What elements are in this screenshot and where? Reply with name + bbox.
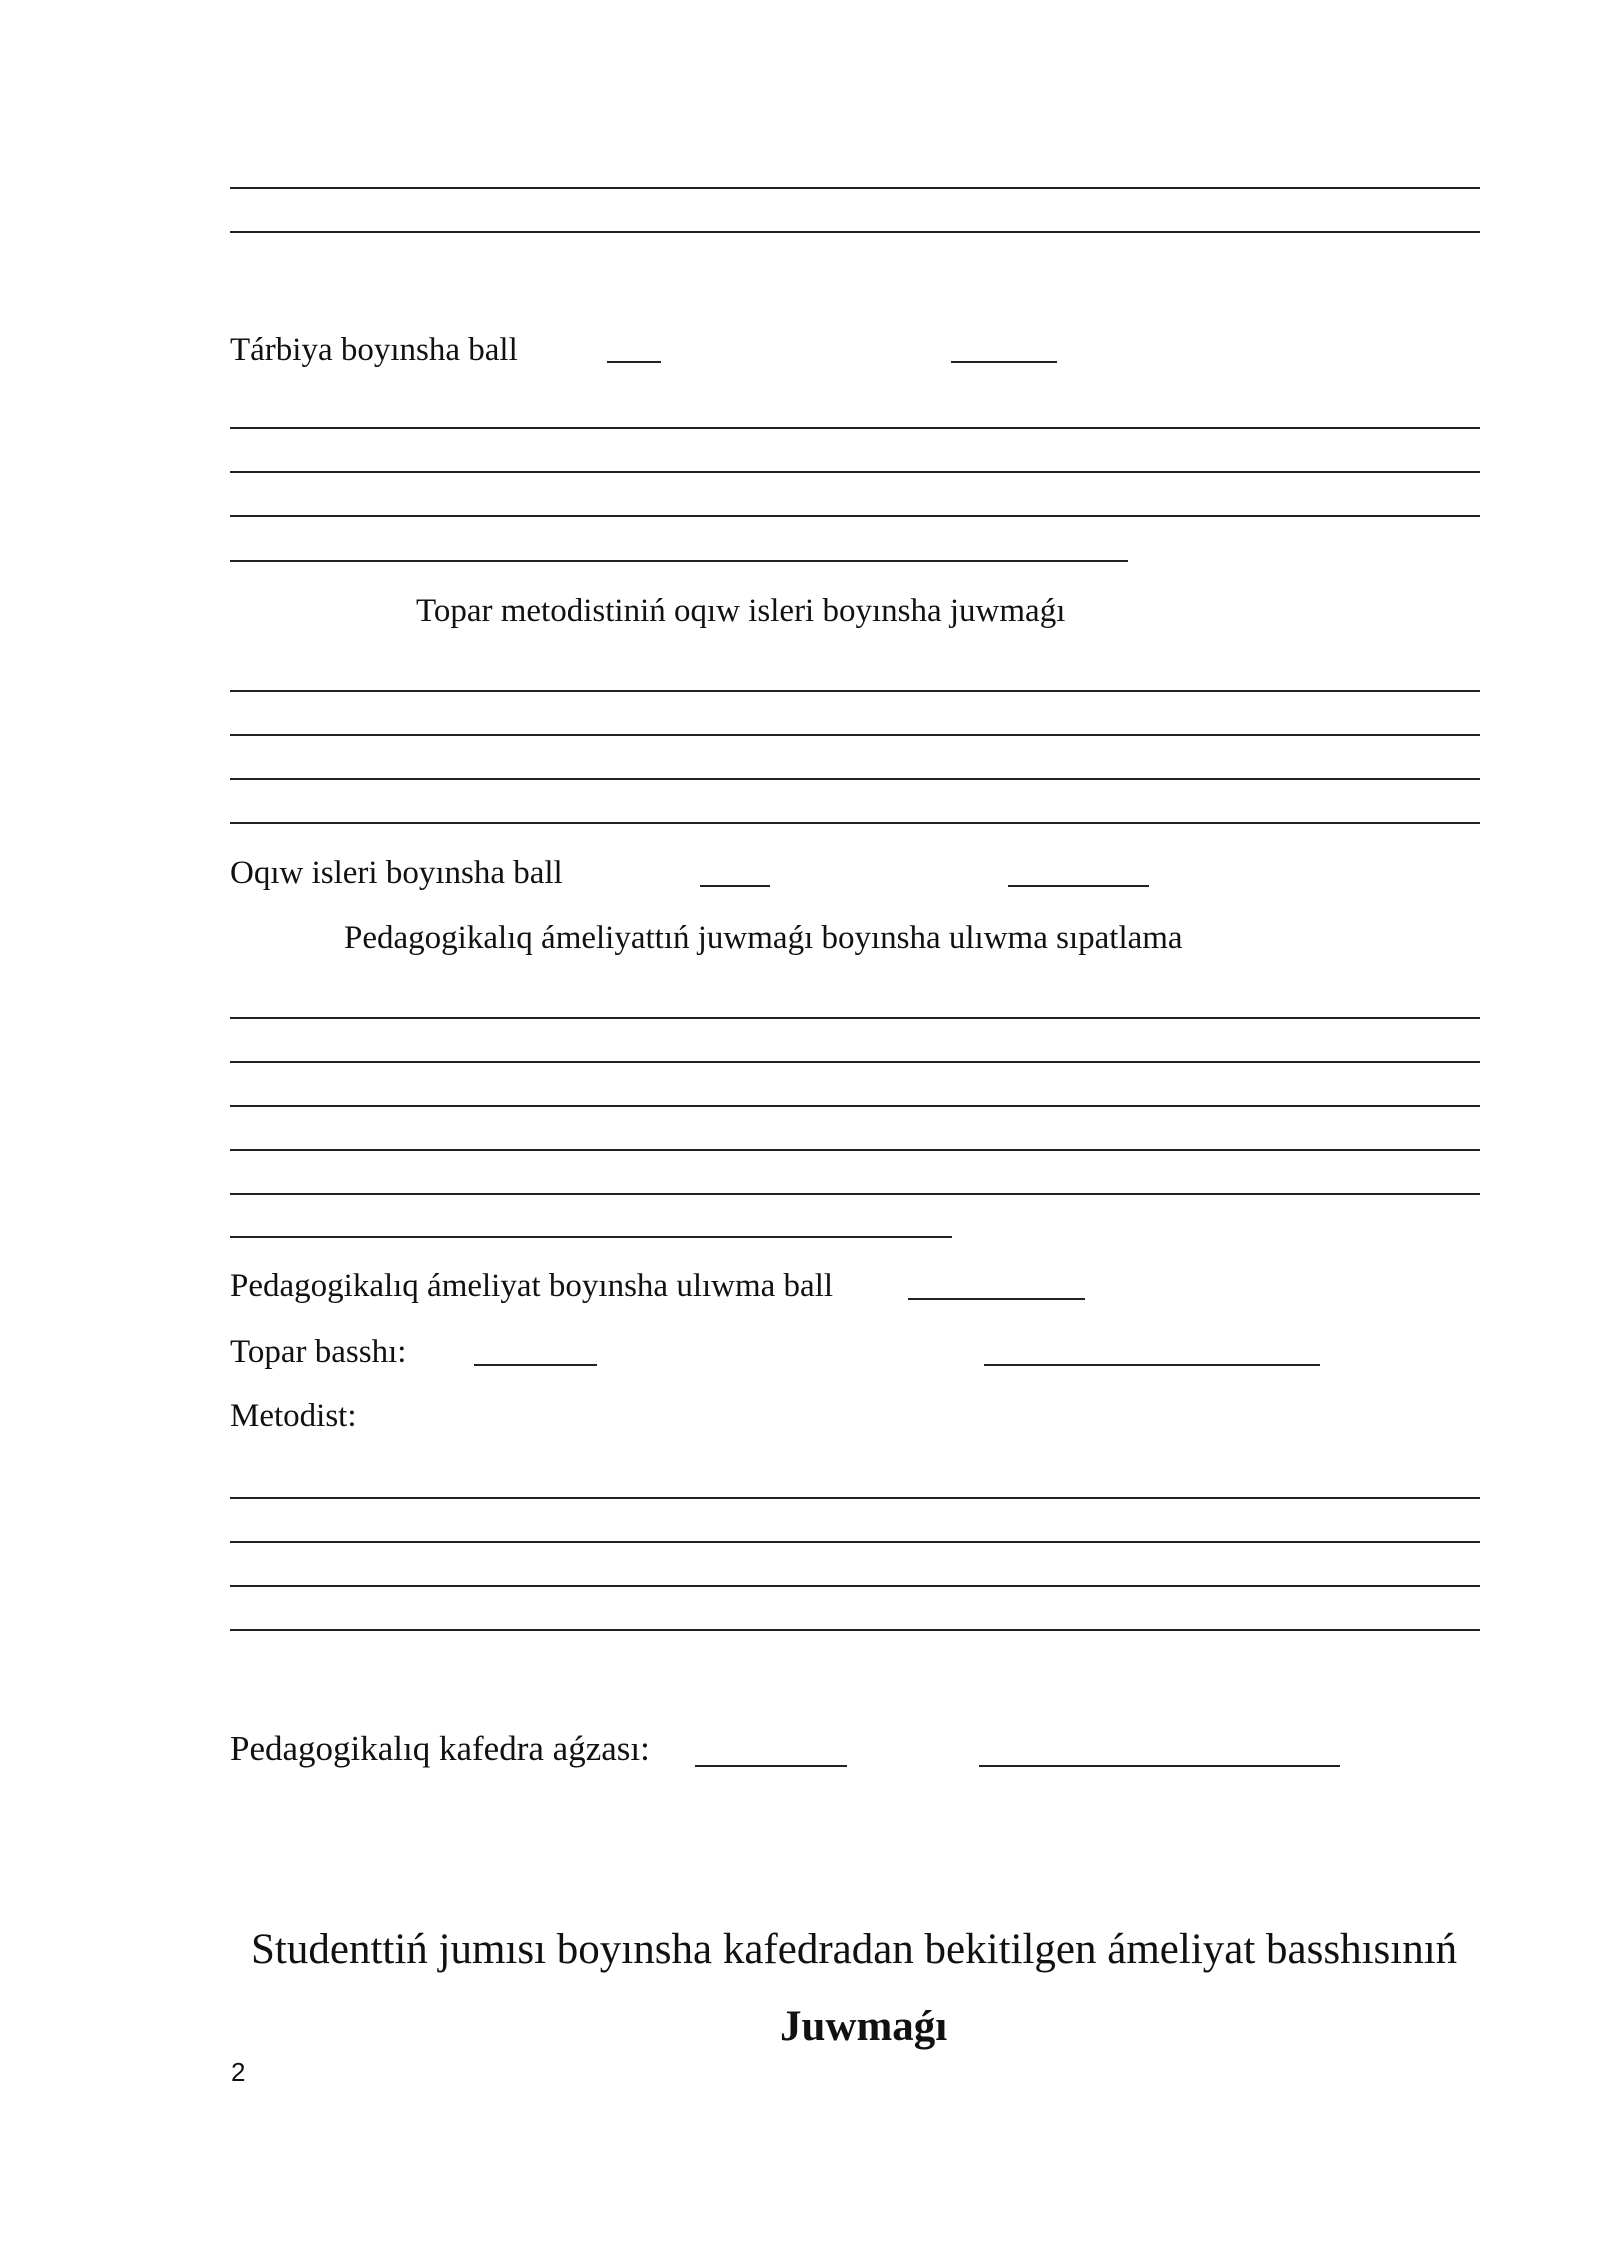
writing-line [230,1193,1480,1195]
page-number: 2 [231,2057,246,2087]
section-title: Studenttiń jumısı boyınsha kafedradan bekitilgen ámeliyat basshısınıń [251,1926,1458,1973]
topar-basshi-ball-blank [474,1364,597,1366]
writing-line [230,734,1480,736]
writing-line [230,560,1128,562]
kafedra-member-label: Pedagogikalıq kafedra aǵzası: [230,1729,650,1768]
writing-line [230,471,1480,473]
general-ball-label: Pedagogikalıq ámeliyat boyınsha ulıwma ball [230,1268,834,1304]
topar-basshi-label: Topar basshı: [230,1334,407,1370]
writing-line [230,427,1480,429]
topar-basshi-signature-blank [984,1364,1320,1366]
metodist-conclusion-heading: Topar metodistiniń oqıw isleri boyınsha juwmaǵı [416,593,1066,629]
writing-line [230,1105,1480,1107]
writing-line [230,1585,1480,1587]
writing-line [230,1017,1480,1019]
writing-line [230,1541,1480,1543]
tarbiya-ball-label: Tárbiya boyınsha ball [230,332,518,368]
writing-line [230,231,1480,233]
metodist-label: Metodist: [230,1398,357,1434]
writing-line [230,778,1480,780]
writing-line [230,1497,1480,1499]
kafedra-ball-blank [695,1765,847,1767]
writing-line [230,187,1480,189]
writing-line [230,1629,1480,1631]
tarbiya-ball-blank [607,361,661,363]
oqiw-ball-label: Oqıw isleri boyınsha ball [230,855,563,891]
oqiw-ball-blank [700,885,770,887]
oqiw-signature-blank [1008,885,1149,887]
section-subtitle: Juwmaǵı [780,2003,948,2050]
writing-line [230,1061,1480,1063]
general-characterization-heading: Pedagogikalıq ámeliyattıń juwmaǵı boyınsha ulıwma sıpatlama [344,920,1183,956]
kafedra-signature-blank [979,1765,1340,1767]
writing-line [230,515,1480,517]
tarbiya-signature-blank [951,361,1057,363]
writing-line [230,1236,952,1238]
writing-line [230,822,1480,824]
general-ball-blank [908,1298,1085,1300]
writing-line [230,690,1480,692]
writing-line [230,1149,1480,1151]
